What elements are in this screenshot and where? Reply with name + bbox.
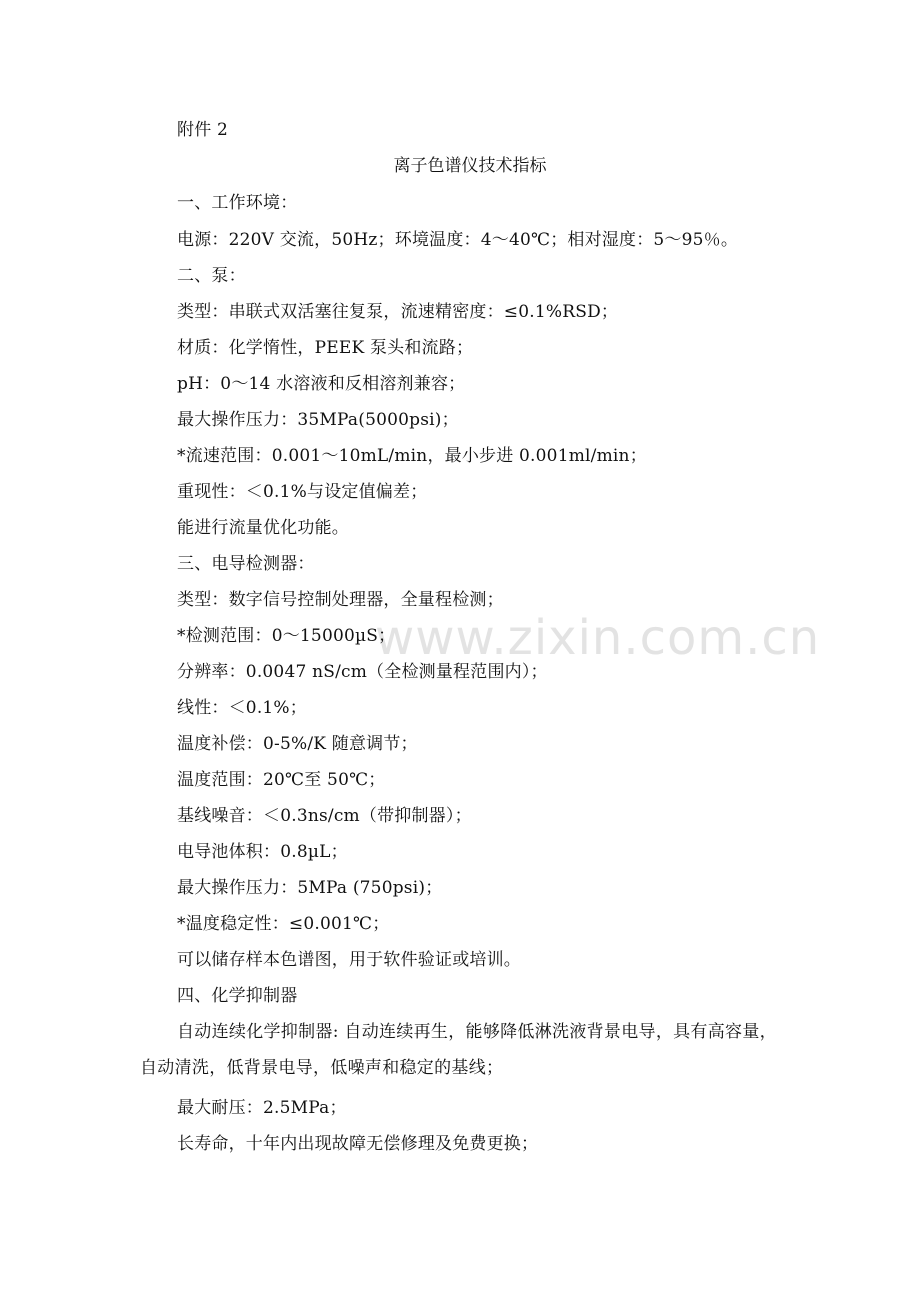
spec-line: *流速范围：0.001～10mL/min，最小步进 0.001ml/min；	[177, 446, 647, 466]
spec-line: 材质：化学惰性，PEEK 泵头和流路；	[177, 338, 474, 358]
spec-line: *检测范围：0～15000µS；	[177, 626, 396, 646]
spec-line: 温度范围：20℃至 50℃；	[177, 770, 386, 790]
attachment-label: 附件 2	[177, 120, 229, 140]
suppressor-paragraph: 自动连续化学抑制器: 自动连续再生，能够降低淋洗液背景电导，具有高容量，自动清洗，低背景电导，低噪声和稳定的基线；	[140, 1022, 777, 1078]
spec-line: 电源：220V 交流，50Hz；环境温度：4～40℃；相对湿度：5～95％。	[177, 230, 739, 250]
spec-line: 重现性：＜0.1%与设定值偏差；	[177, 482, 428, 502]
spec-line: 最大操作压力：35MPa(5000psi)；	[177, 410, 459, 430]
document-title: 离子色谱仪技术指标	[393, 156, 547, 176]
section-heading: 三、电导检测器：	[177, 554, 315, 574]
watermark: www.zixin.com.cn	[375, 610, 821, 666]
spec-line: 长寿命，十年内出现故障无偿修理及免费更换；	[177, 1134, 539, 1154]
spec-line: 类型：数字信号控制处理器，全量程检测；	[177, 590, 504, 610]
spec-line: 电导池体积：0.8µL；	[177, 842, 348, 862]
spec-line: pH：0～14 水溶液和反相溶剂兼容；	[177, 374, 466, 394]
section-heading: 一、工作环境：	[177, 193, 298, 213]
spec-line: 基线噪音：＜0.3ns/cm（带抑制器）；	[177, 806, 472, 826]
spec-line: 最大耐压：2.5MPa；	[177, 1098, 347, 1118]
spec-line: *温度稳定性：≤0.001℃；	[177, 914, 390, 934]
spec-line: 可以储存样本色谱图，用于软件验证或培训。	[177, 950, 521, 970]
spec-line: 最大操作压力：5MPa (750psi)；	[177, 878, 443, 898]
spec-line: 线性：＜0.1%；	[177, 698, 307, 718]
section-heading: 四、化学抑制器	[177, 986, 298, 1006]
spec-line: 类型：串联式双活塞往复泵，流速精密度：≤0.1%RSD；	[177, 302, 619, 322]
spec-line: 温度补偿：0-5%/K 随意调节；	[177, 734, 418, 754]
spec-line: 分辨率：0.0047 nS/cm（全检测量程范围内）；	[177, 662, 548, 682]
section-heading: 二、泵：	[177, 266, 246, 286]
spec-line: 能进行流量优化功能。	[177, 518, 349, 538]
